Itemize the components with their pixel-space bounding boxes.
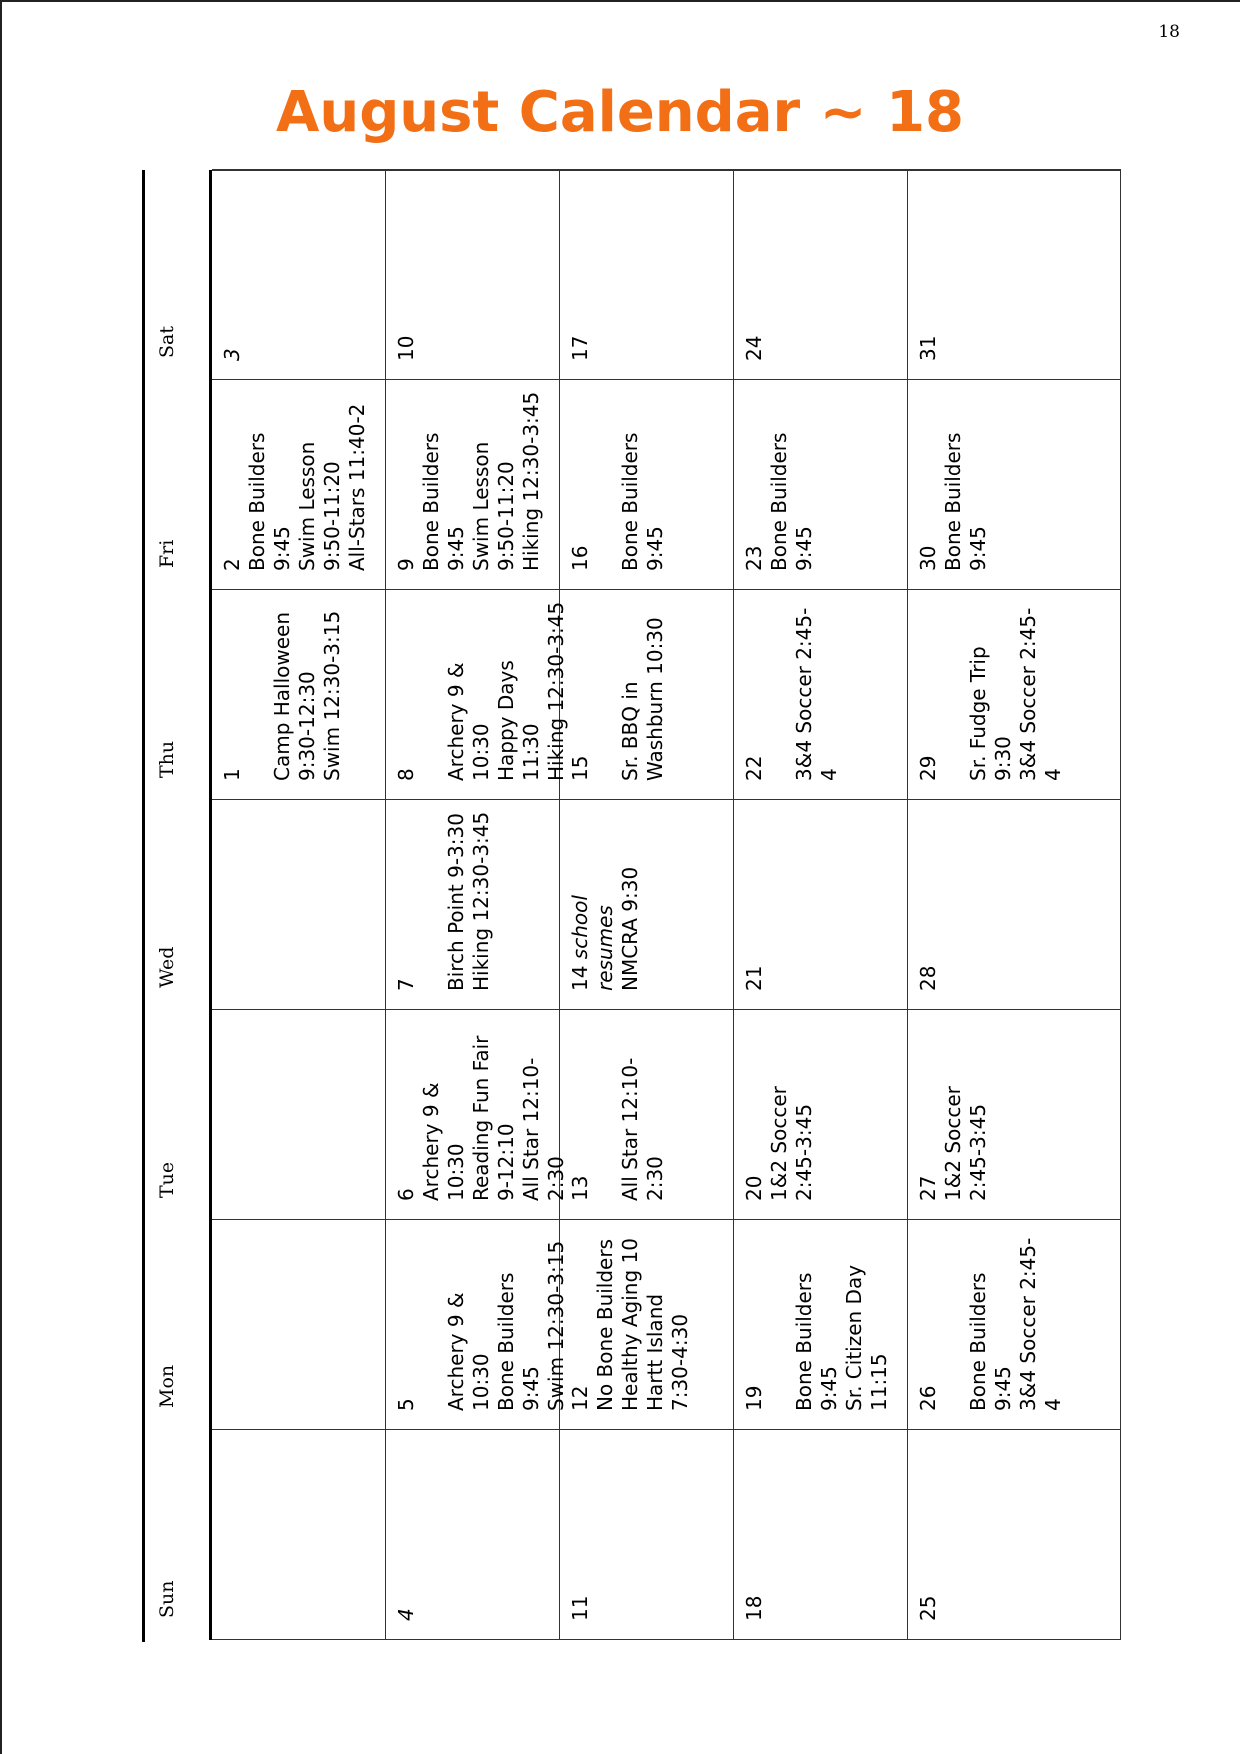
event-list [593, 1230, 693, 1411]
day-number [916, 1440, 941, 1621]
event-line: 9:30 [991, 736, 1015, 781]
event-list [444, 1230, 569, 1411]
event-line: Hiking 12:30-3:45 [544, 601, 568, 781]
event-line: 2:45-3:45 [792, 1103, 816, 1201]
event-list [419, 1020, 569, 1201]
event-line: 3&4 Soccer 2:45-4 [1016, 607, 1065, 781]
event-list [941, 390, 991, 571]
day-number-text: 11 [568, 1595, 592, 1621]
day-number-text: 24 [742, 335, 766, 361]
day-number [220, 1020, 245, 1201]
day-number [394, 810, 419, 991]
day-number-text: 21 [742, 965, 766, 991]
event-line: Swim Lesson [295, 441, 319, 571]
day-number [394, 1230, 419, 1411]
day-number-text: 15 [568, 755, 592, 781]
event-line: Swim 12:30-3:15 [544, 1240, 568, 1411]
event-line: Bone Builders 9:45 [941, 432, 990, 571]
event-line: 9-12:10 [494, 1123, 518, 1201]
day-cell [908, 589, 1121, 799]
day-cell [734, 379, 908, 589]
day-number-text: 16 [568, 545, 592, 571]
event-line: Bone Builders 9:45 [618, 432, 667, 571]
day-cell [560, 379, 734, 589]
day-number [742, 1020, 767, 1201]
event-list [419, 390, 544, 571]
day-number [568, 1020, 593, 1201]
day-number-text: 22 [742, 755, 766, 781]
calendar-left-rule [142, 170, 145, 1642]
day-number-text: 18 [742, 1595, 766, 1621]
day-cell [908, 1009, 1121, 1219]
weekday-header-fri: Fri [156, 539, 178, 568]
day-cell [908, 1219, 1121, 1429]
event-line: 9:50-11:20 [320, 461, 344, 571]
event-line: Bone Builders 9:45 [966, 1272, 1015, 1411]
event-line: Archery 9 & 10:30 [444, 1292, 493, 1411]
event-list [618, 390, 668, 571]
day-note: school resumes [568, 895, 617, 991]
event-list [444, 810, 494, 991]
day-cell [212, 169, 386, 379]
day-number [742, 600, 767, 781]
day-number-text: 30 [916, 545, 940, 571]
day-number-text: 28 [916, 965, 940, 991]
event-list [941, 1020, 991, 1201]
day-cell [212, 1009, 386, 1219]
day-number-text: 20 [742, 1175, 766, 1201]
event-line: 11:15 [867, 1353, 891, 1411]
day-cell [386, 589, 568, 799]
day-cell [212, 589, 386, 799]
day-number-text: 7 [394, 978, 418, 991]
day-number [916, 390, 941, 571]
event-line: Bone Builders 9:45 [494, 1272, 543, 1411]
event-list [245, 390, 370, 571]
page-number: 18 [1158, 22, 1180, 42]
day-cell [386, 1219, 568, 1429]
day-number [916, 180, 941, 361]
weekday-header-row [142, 170, 212, 1640]
day-number-text: 23 [742, 545, 766, 571]
day-number [220, 600, 245, 781]
day-number [568, 1230, 593, 1411]
day-number [916, 810, 941, 991]
day-number [394, 1440, 419, 1621]
event-list [966, 1230, 1066, 1411]
day-cell [908, 169, 1121, 379]
day-number-text: 31 [916, 335, 940, 361]
day-number [568, 1440, 593, 1621]
day-cell [386, 169, 560, 379]
event-line: 9:50-11:20 [494, 461, 518, 571]
day-number-text: 6 [394, 1188, 418, 1201]
day-cell [560, 589, 734, 799]
day-number-text: 5 [394, 1398, 418, 1411]
day-number [220, 1230, 245, 1411]
day-cell [908, 379, 1121, 589]
day-cell [734, 799, 908, 1009]
event-line: Birch Point 9-3:30 [444, 813, 468, 991]
calendar-grid [212, 170, 1121, 1640]
event-line: Archery 9 & 10:30 [419, 1082, 468, 1201]
day-number-text: 9 [394, 558, 418, 571]
day-cell [386, 379, 560, 589]
event-list [618, 600, 668, 781]
event-line: 2:45-3:45 [966, 1103, 990, 1201]
day-cell [734, 169, 908, 379]
day-number [568, 180, 593, 361]
event-line: Bone Builders 9:45 [792, 1272, 841, 1411]
event-list [792, 1230, 892, 1411]
day-cell [908, 799, 1121, 1009]
day-number [220, 1440, 245, 1621]
day-number-text: 13 [568, 1175, 592, 1201]
day-number-text: 17 [568, 335, 592, 361]
day-cell [386, 799, 560, 1009]
day-number [916, 1020, 941, 1201]
day-number-text: 25 [916, 1595, 940, 1621]
event-line: Hiking 12:30-3:45 [469, 811, 493, 991]
day-number [568, 600, 593, 781]
event-line: Swim Lesson [469, 441, 493, 571]
day-number-text: 10 [394, 335, 418, 361]
day-number-text: 26 [916, 1385, 940, 1411]
event-list [618, 1020, 668, 1201]
event-line: Hartt Island [643, 1293, 667, 1411]
event-list [966, 600, 1066, 781]
day-cell [212, 1219, 386, 1429]
day-cell [212, 1429, 386, 1639]
day-number-text: 3 [220, 348, 244, 361]
weekday-header-mon: Mon [156, 1364, 178, 1408]
day-cell [560, 1219, 734, 1429]
event-line: Archery 9 & 10:30 [444, 662, 493, 781]
day-number-text: 14 [568, 965, 592, 991]
day-number-text: 1 [220, 768, 244, 781]
event-line: Bone Builders 9:45 [245, 432, 294, 571]
day-number [394, 600, 419, 781]
day-number [220, 390, 245, 571]
page-title: August Calendar ~ 18 [275, 80, 965, 145]
day-number-text: 2 [220, 558, 244, 571]
day-cell [560, 1009, 734, 1219]
day-cell [560, 1429, 734, 1639]
event-list [270, 600, 345, 781]
day-number-text: 19 [742, 1385, 766, 1411]
day-cell [560, 799, 734, 1009]
day-cell [734, 1009, 908, 1219]
event-line: All-Stars 11:40-2 [345, 403, 369, 571]
day-number [394, 180, 419, 361]
day-cell [734, 1429, 908, 1639]
weekday-header-tue: Tue [156, 1161, 178, 1198]
event-line: Washburn 10:30 [643, 617, 667, 781]
day-cell [386, 1429, 560, 1639]
day-number [220, 180, 245, 361]
day-number [742, 390, 767, 571]
event-line: 1&2 Soccer [767, 1086, 791, 1201]
day-number [394, 390, 419, 571]
event-line: 9:30-12:30 [295, 671, 319, 781]
event-line: All Star 12:10-2:30 [618, 1057, 667, 1201]
day-cell [212, 379, 386, 589]
event-line: Bone Builders 9:45 [419, 432, 468, 571]
event-list [767, 1020, 817, 1201]
event-line: Sr. Fudge Trip [966, 646, 990, 781]
day-number-text: 4 [394, 1608, 418, 1621]
event-line: 3&4 Soccer 2:45-4 [1016, 1237, 1065, 1411]
day-cell [212, 799, 386, 1009]
event-line: All Star 12:10-2:30 [519, 1057, 568, 1201]
day-number [394, 1020, 419, 1201]
day-number [742, 180, 767, 361]
event-line: No Bone Builders [593, 1238, 617, 1411]
day-number [916, 1230, 941, 1411]
day-number-text: 12 [568, 1385, 592, 1411]
event-line: Swim 12:30-3:15 [320, 610, 344, 781]
calendar-table [142, 170, 1121, 1640]
event-line: Healthy Aging 10 [618, 1238, 642, 1411]
weekday-header-sat: Sat [156, 326, 178, 358]
event-list [444, 600, 569, 781]
event-line: Hiking 12:30-3:45 [519, 391, 543, 571]
day-cell [386, 1009, 568, 1219]
day-number [742, 1230, 767, 1411]
day-cell [734, 1219, 908, 1429]
event-line: Sr. Citizen Day [842, 1264, 866, 1411]
event-list [618, 810, 643, 991]
day-number [916, 600, 941, 781]
day-cell [560, 169, 734, 379]
day-cell [908, 1429, 1121, 1639]
weekday-header-thu: Thu [156, 740, 178, 778]
day-cell [734, 589, 908, 799]
day-number [220, 810, 245, 991]
event-line: 7:30-4:30 [668, 1313, 692, 1411]
event-line: 1&2 Soccer [941, 1086, 965, 1201]
event-list [792, 600, 842, 781]
event-line: Bone Builders 9:45 [767, 432, 816, 571]
event-list [767, 390, 817, 571]
day-number [568, 810, 617, 991]
day-number-text: 29 [916, 755, 940, 781]
event-line: NMCRA 9:30 [618, 866, 642, 991]
event-line: Reading Fun Fair [469, 1035, 493, 1201]
weekday-header-sun: Sun [156, 1580, 178, 1618]
day-number [742, 1440, 767, 1621]
event-line: 3&4 Soccer 2:45-4 [792, 607, 841, 781]
weekday-header-wed: Wed [156, 946, 178, 988]
event-line: Sr. BBQ in [618, 681, 642, 781]
day-number [568, 390, 593, 571]
event-line: Happy Days 11:30 [494, 660, 543, 781]
day-number-text: 27 [916, 1175, 940, 1201]
day-number-text: 8 [394, 768, 418, 781]
day-number [742, 810, 767, 991]
event-line: Camp Halloween [270, 611, 294, 781]
